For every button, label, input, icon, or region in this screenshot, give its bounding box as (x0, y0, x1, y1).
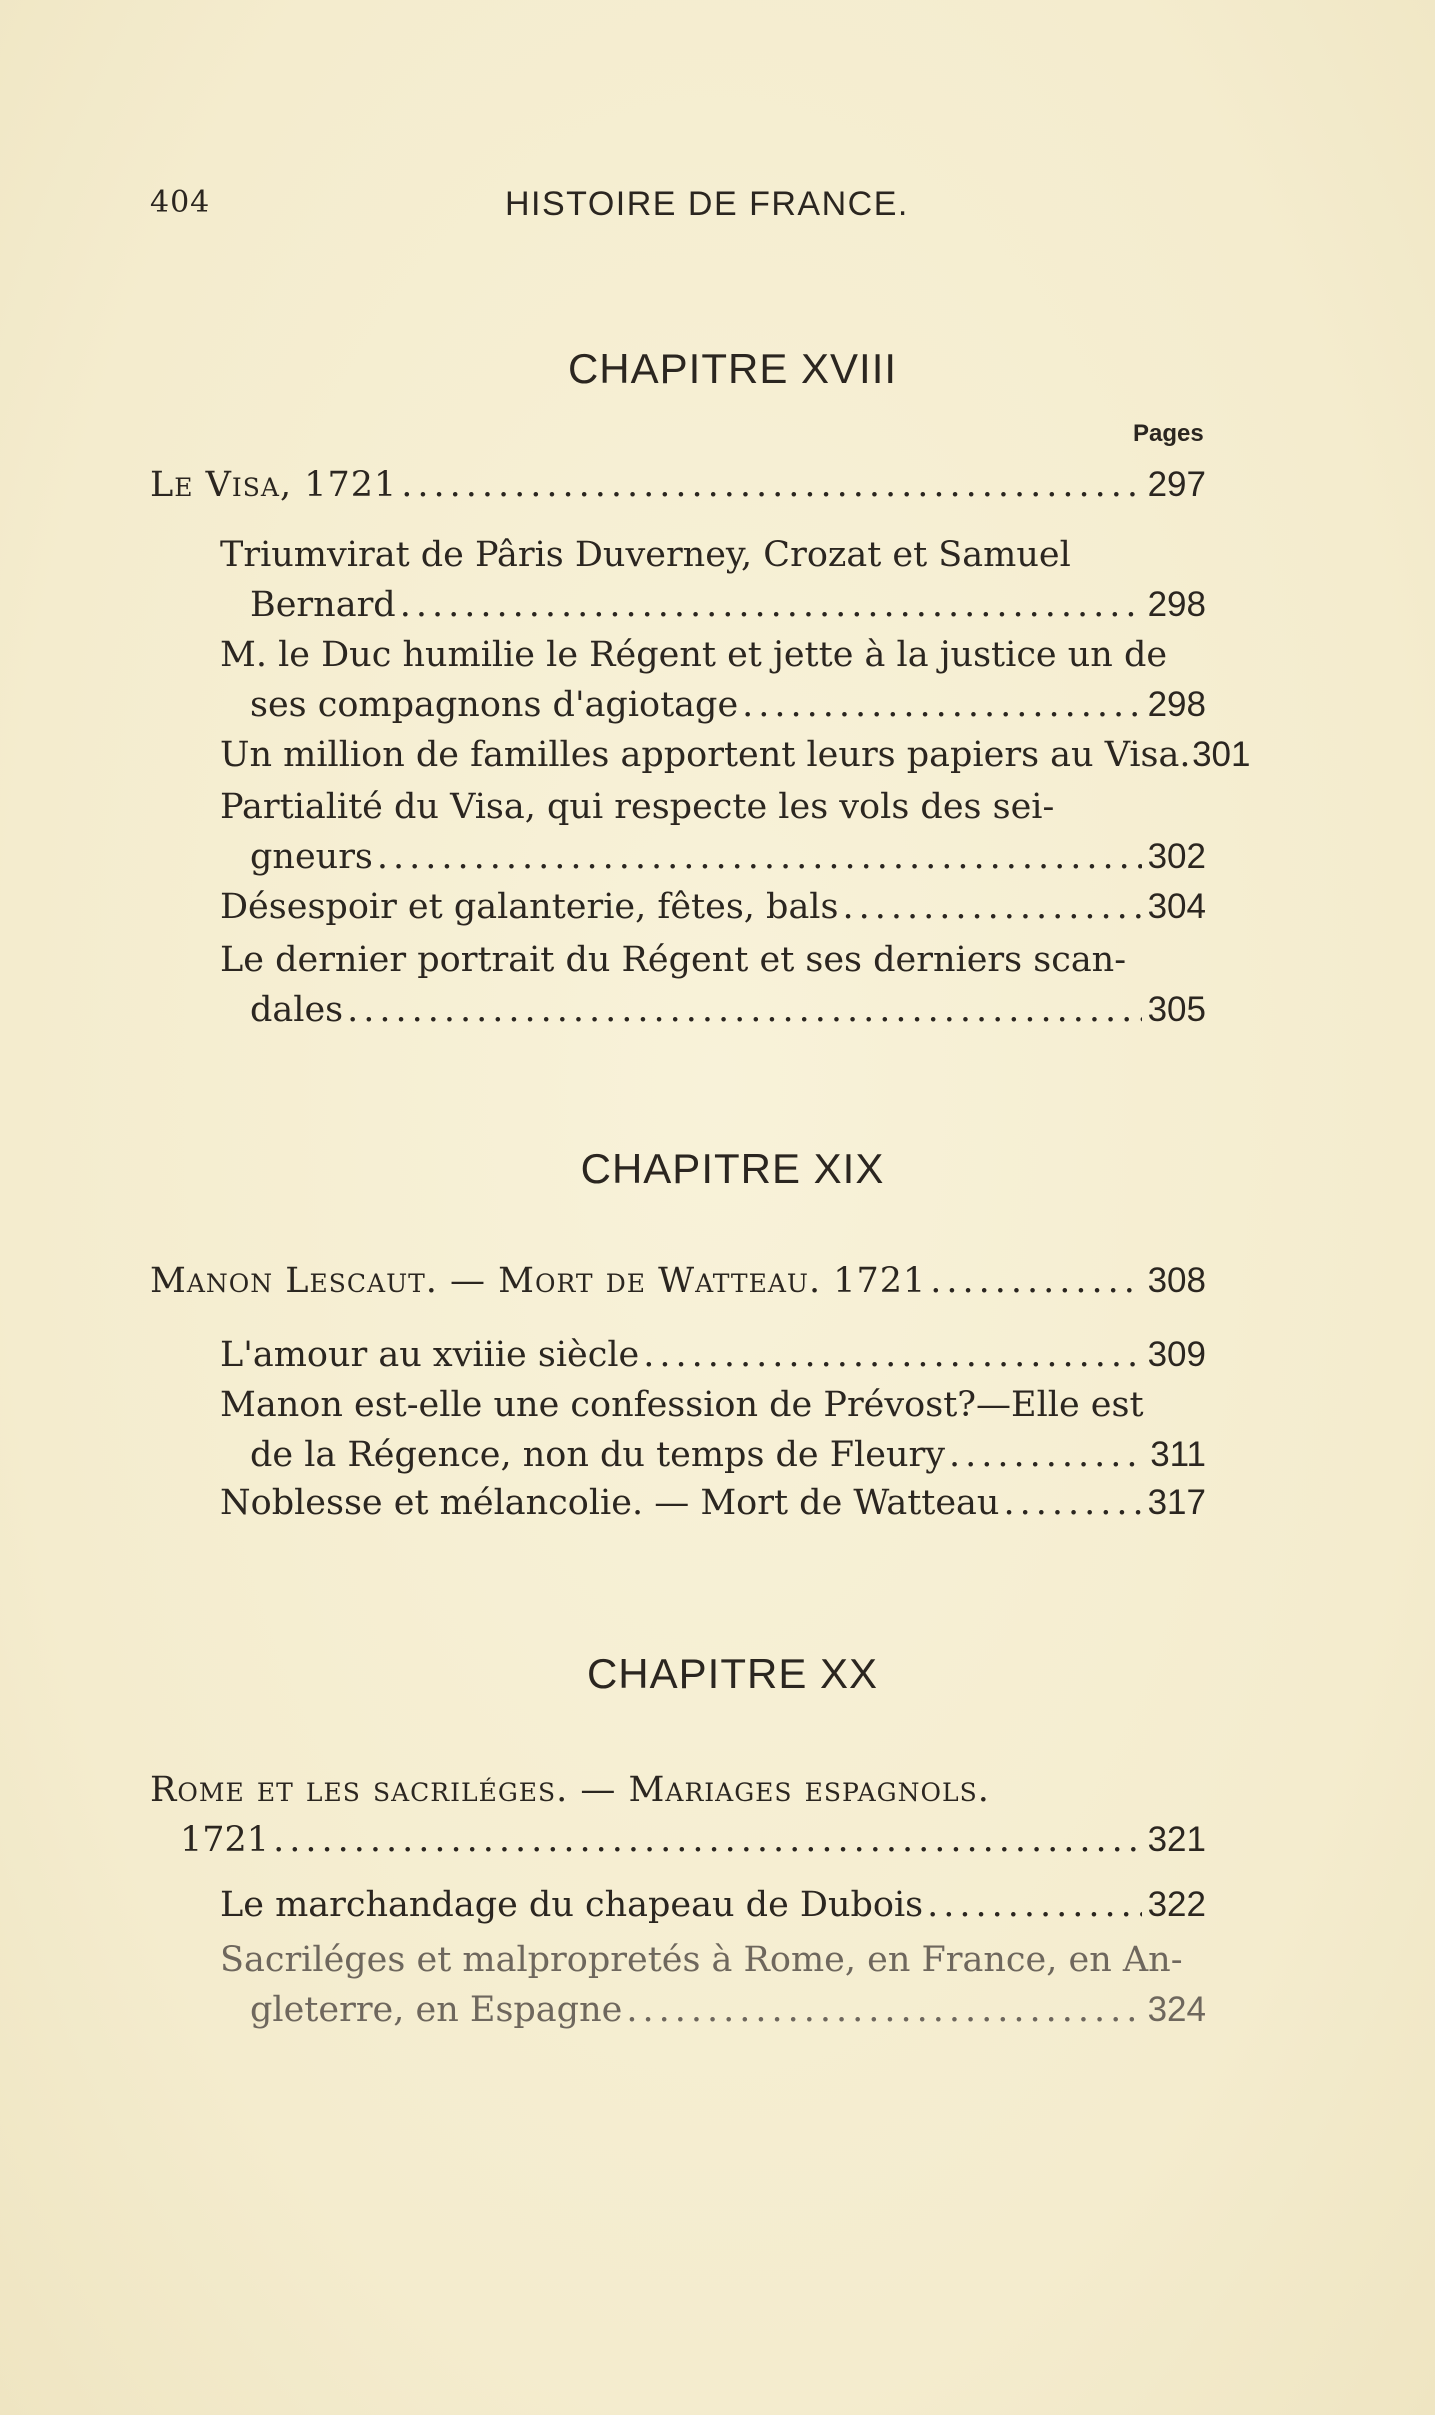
toc-main-entry: Rome et les sacriléges. — Mariages espagnols. 1721 ..... 321 (150, 1765, 1206, 1865)
chapter-heading-xviii: CHAPITRE XVIII (567, 345, 898, 392)
leader-dots (842, 882, 1142, 932)
toc-sub-entry: Triumvirat de Pâris Duverney, Crozat et Samuel Bernard ..... 298 (220, 530, 1206, 630)
toc-sub-entry: Un million de familles apportent leurs papiers au Visa. 301 (220, 735, 1251, 775)
toc-sub-entry: Désespoir et galanterie, fêtes, bals ..... 304 (220, 882, 1206, 932)
leader-dots (930, 1256, 1142, 1306)
toc-sub-entry: M. le Duc humilie le Régent et jette à la justice un de ses compagnons d'agiotage ..... 298 (220, 630, 1206, 730)
leader-dots (949, 1430, 1142, 1480)
leader-dots (742, 680, 1142, 730)
toc-main-entry: Manon Lescaut. — Mort de Watteau. 1721 ..... 308 (150, 1256, 1206, 1306)
leader-dots (401, 460, 1142, 510)
leader-dots (927, 1880, 1142, 1930)
toc-sub-entry: Le dernier portrait du Régent et ses derniers scan- dales ..... 305 (220, 935, 1206, 1035)
toc-sub-entry: Partialité du Visa, qui respecte les vols des sei- gneurs ..... 302 (220, 782, 1206, 882)
leader-dots (643, 1330, 1142, 1380)
toc-main-entry: Le Visa, 1721 ..... 297 (150, 460, 1206, 510)
toc-sub-entry: L'amour au xviiie siècle ..... 309 (220, 1330, 1206, 1380)
toc-sub-entry: Noblesse et mélancolie. — Mort de Watteau ..... 317 (220, 1478, 1206, 1528)
leader-dots (273, 1815, 1142, 1865)
leader-dots (377, 832, 1142, 882)
toc-sub-entry: Le marchandage du chapeau de Dubois ..... 322 (220, 1880, 1206, 1930)
leader-dots (626, 1985, 1142, 2035)
leader-dots (400, 580, 1142, 630)
running-title: HISTOIRE DE FRANCE. (505, 185, 909, 223)
running-header (150, 185, 910, 225)
leader-dots (1003, 1478, 1142, 1528)
chapter-heading-xix: CHAPITRE XIX (580, 1145, 885, 1192)
leader-dots (347, 985, 1142, 1035)
pages-column-label: Pages (1133, 420, 1204, 447)
toc-sub-entry: Sacriléges et malpropretés à Rome, en France, en An- gleterre, en Espagne ..... 324 (220, 1935, 1206, 2035)
toc-sub-entry: Manon est-elle une confession de Prévost?—Elle est de la Régence, non du temps de Fleury ..... 311 (220, 1380, 1206, 1480)
chapter-heading-xx: CHAPITRE XX (586, 1650, 879, 1697)
page-number: 404 (150, 185, 211, 220)
